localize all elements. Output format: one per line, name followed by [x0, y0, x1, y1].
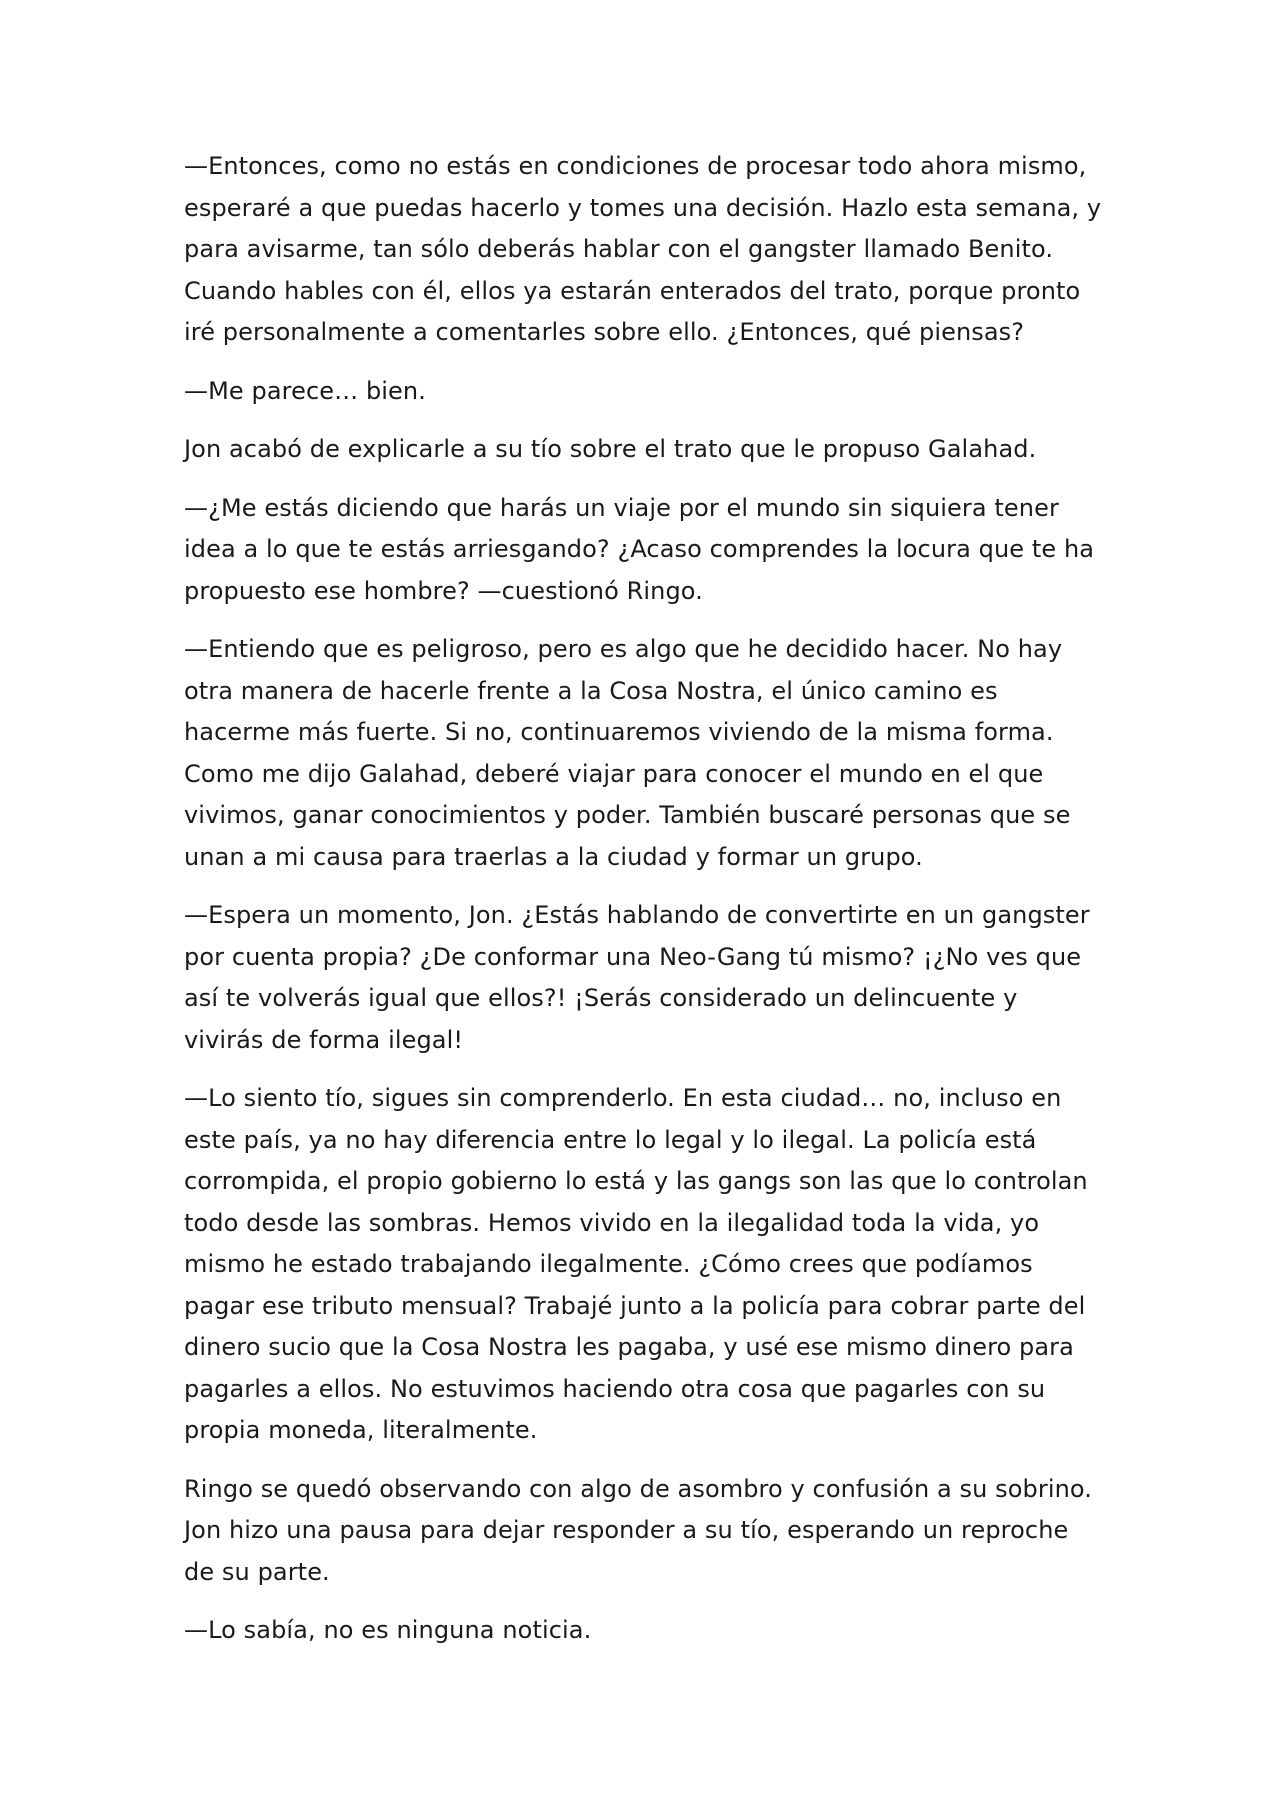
paragraph: —Lo sabía, no es ninguna noticia. — [184, 1616, 592, 1644]
paragraph: Ringo se quedó observando con algo de asombro y confusión a su sobrino. Jon hizo una pausa para dejar responder a su tío, esperando un reproche de su parte. — [184, 1474, 1093, 1586]
paragraph: —Espera un momento, Jon. ¿Estás hablando de convertirte en un gangster por cuenta propia? ¿De conformar una Neo-Gang tú mismo? ¡¿No ves que así te volverás igual que ellos?! ¡Serás considerado un delincuente y vivirás de forma ilegal! — [184, 901, 1090, 1054]
paragraph: —Lo siento tío, sigues sin comprenderlo. En esta ciudad… no, incluso en este país, ya no hay diferencia entre lo legal y lo ilegal. La policía está corrompida, el propio gobierno lo está y las gangs son las que lo controlan todo desde las sombras. Hemos vivido en la ilegalidad toda la vida, yo mismo he estado trabajando ilegalmente. ¿Cómo crees que podíamos pagar ese tributo mensual? Trabajé junto a la policía para cobrar parte del dinero sucio que la Cosa Nostra les pagaba, y usé ese mismo dinero para pagarles a ellos. No estuvimos haciendo otra cosa que pagarles con su propia moneda, literalmente. — [184, 1084, 1088, 1444]
paragraph: Jon acabó de explicarle a su tío sobre el trato que le propuso Galahad. — [184, 435, 1037, 463]
paragraph: —¿Me estás diciendo que harás un viaje por el mundo sin siquiera tener idea a lo que te estás arriesgando? ¿Acaso comprendes la locura que te ha propuesto ese hombre? —cuestionó Ringo. — [184, 493, 1095, 605]
paragraph: —Entonces, como no estás en condiciones de procesar todo ahora mismo, esperaré a que puedas hacerlo y tomes una decisión. Hazlo esta semana, y para avisarme, tan sólo deberás hablar con el gangster llamado Benito. Cuando hables con él, ellos ya estarán enterados del trato, porque pronto iré personalmente a comentarles sobre ello. ¿Entonces, qué piensas? — [184, 152, 1102, 346]
paragraph: —Me parece… bien. — [184, 376, 426, 405]
document-body — [184, 146, 1104, 1669]
paragraph: —Entiendo que es peligroso, pero es algo que he decidido hacer. No hay otra manera de hacerle frente a la Cosa Nostra, el único camino es hacerme más fuerte. Si no, continuaremos viviendo de la misma forma. Como me dijo Galahad, deberé viajar para conocer el mundo en el que vivimos, ganar conocimientos y poder. También buscaré personas que se unan a mi causa para traerlas a la ciudad y formar un grupo. — [184, 635, 1071, 871]
